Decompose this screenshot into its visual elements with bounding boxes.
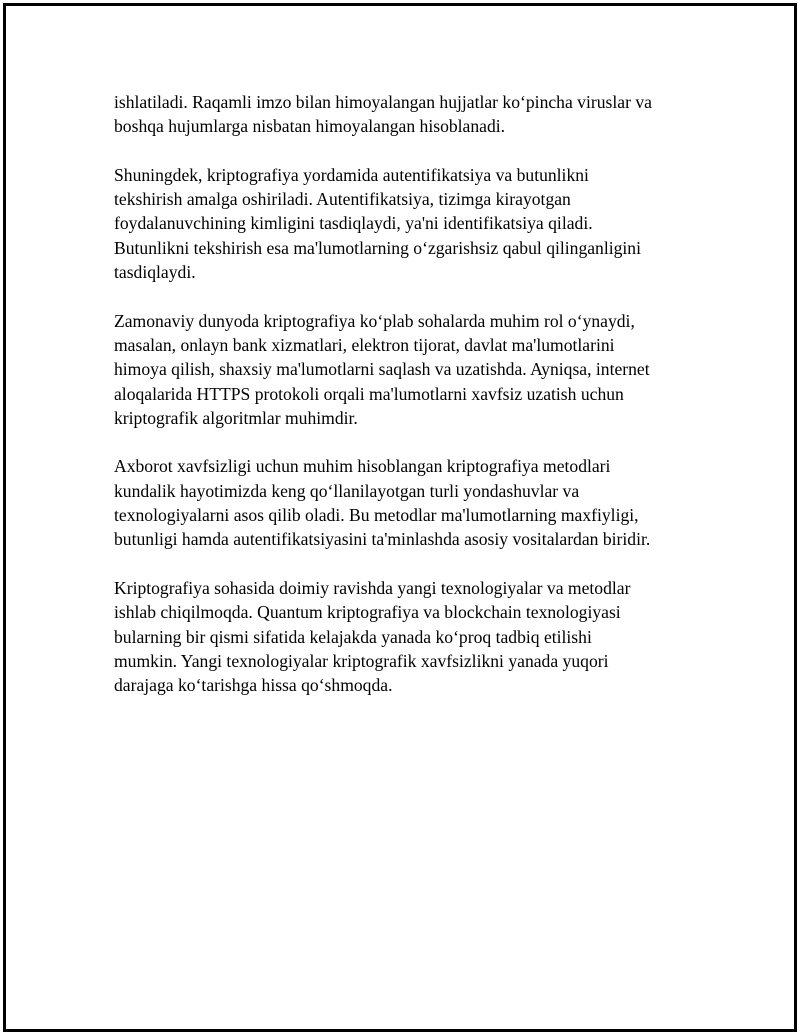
paragraph-digital-signature: ishlatiladi. Raqamli imzo bilan himoyalangan hujjatlar ko‘pincha viruslar va boshqa hujumlarga nisbatan himoyalangan hisoblanadi.	[114, 92, 652, 137]
paragraph-authentication: Shuningdek, kriptografiya yordamida autentifikatsiya va butunlikni tekshirish amalga oshiriladi. Autentifikatsiya, tizimga kirayotgan foydalanuvchining kimligini tasdiqlaydi, ya'ni identifikatsiya qiladi. Butunlikni tekshirish esa ma'lumotlarning o‘zgarishsiz qabul qilinganligini tasdiqlaydi.	[114, 164, 641, 283]
paragraph-security-methods: Axborot xavfsizligi uchun muhim hisoblangan kriptografiya metodlari kundalik hayotimizda keng qo‘llanilayotgan turli yondashuvlar va texnologiyalarni asos qilib oladi. Bu metodlar ma'lumotlarning maxfiyligi, butunligi hamda autentifikatsiyasini ta'minlashda asosiy vositalardan biridir.	[114, 456, 651, 550]
paragraph-future-technologies: Kriptografiya sohasida doimiy ravishda yangi texnologiyalar va metodlar ishlab chiqilmoqda. Quantum kriptografiya va blockchain texnologiyasi bularning bir qismi sifatida kelajakda yanada ko‘proq tadbiq etilishi mumkin. Yangi texnologiyalar kriptografik xavfsizlikni yanada yuqori darajaga ko‘tarishga hissa qo‘shmoqda.	[114, 577, 631, 696]
document-body	[114, 90, 686, 722]
paragraph-modern-usage: Zamonaviy dunyoda kriptografiya ko‘plab sohalarda muhim rol o‘ynaydi, masalan, onlayn bank xizmatlari, elektron tijorat, davlat ma'lumotlarini himoya qilish, shaxsiy ma'lumotlarni saqlash va uzatishda. Ayniqsa, internet aloqalarida HTTPS protokoli orqali ma'lumotlarni xavfsiz uzatish uchun kriptografik algoritmlar muhimdir.	[114, 310, 650, 428]
